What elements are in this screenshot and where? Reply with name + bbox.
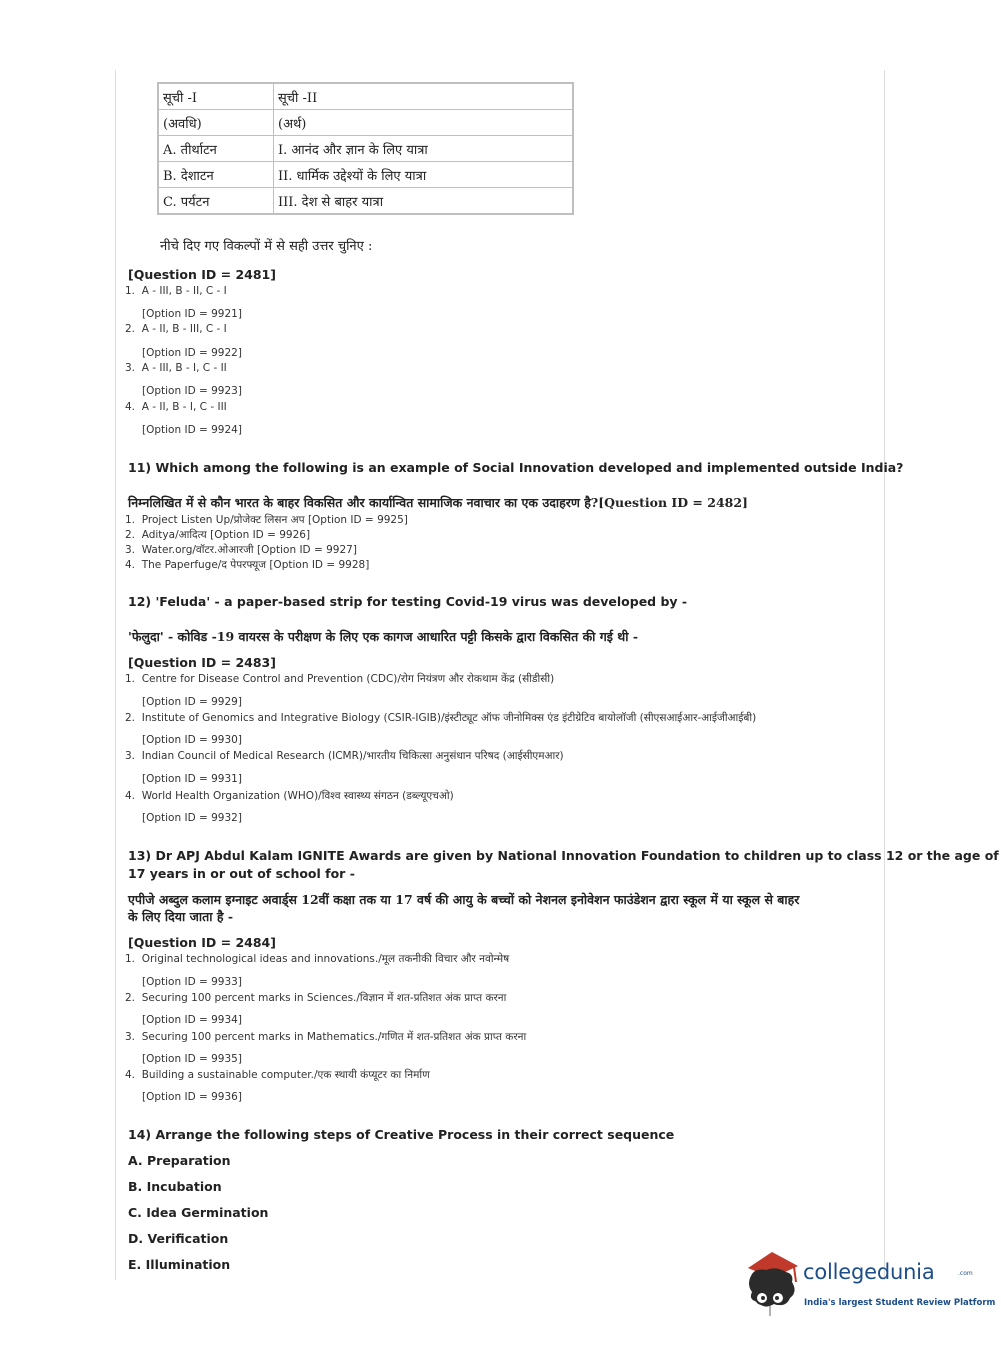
question-title: 14) Arrange the following steps of Creative Process in their correct sequence	[128, 1127, 675, 1142]
option-item	[125, 513, 408, 527]
page-border-left	[115, 70, 116, 1280]
option-text: Institute of Genomics and Integrative Biology (CSIR-IGIB)/इंस्टीट्यूट ऑफ जीनोमिक्स एंड इंटीग्रेटिव बायोलॉजी (सीएसआईआर-आईजीआईबी)	[141, 712, 757, 724]
brand-tagline: India's largest Student Review Platform	[804, 1298, 996, 1308]
option-item	[125, 991, 506, 1005]
question-id: [Question ID = 2481]	[128, 267, 276, 282]
table-cell: सूची -I	[158, 83, 274, 110]
table-row	[158, 110, 573, 136]
option-text: Aditya/आदित्य [Option ID = 9926]	[141, 529, 311, 541]
option-item	[125, 285, 227, 297]
option-number: 1.	[125, 285, 136, 297]
option-id: [Option ID = 9933]	[142, 976, 242, 988]
option-text: Water.org/वॉटर.ओआरजी [Option ID = 9927]	[141, 544, 357, 556]
table-row	[158, 136, 573, 162]
option-item	[125, 362, 227, 374]
option-text: Project Listen Up/प्रोजेक्ट लिसन अप [Option ID = 9925]	[141, 514, 408, 526]
table-row	[158, 83, 573, 110]
option-text: A - III, B - II, C - I	[141, 285, 227, 297]
table-cell: B. देशाटन	[158, 162, 274, 188]
option-number: 3.	[125, 750, 136, 762]
option-item	[125, 401, 227, 413]
option-id: [Option ID = 9924]	[142, 424, 242, 436]
option-text: Securing 100 percent marks in Mathematics./गणित में शत-प्रतिशत अंक प्राप्त करना	[141, 1031, 527, 1043]
question-title: 12) 'Feluda' - a paper-based strip for testing Covid-19 virus was developed by -	[128, 594, 688, 609]
option-number: 4.	[125, 1069, 136, 1081]
brand-name: collegedunia	[803, 1260, 935, 1284]
option-item	[125, 528, 310, 542]
option-number: 3.	[125, 1031, 136, 1043]
table-cell: A. तीर्थाटन	[158, 136, 274, 162]
table-cell: (अवधि)	[158, 110, 274, 136]
table-cell: III. देश से बाहर यात्रा	[274, 188, 574, 215]
table-cell: C. पर्यटन	[158, 188, 274, 215]
option-number: 3.	[125, 544, 136, 556]
option-number: 2.	[125, 323, 136, 335]
option-number: 2.	[125, 712, 136, 724]
brand-suffix: .com	[958, 1270, 973, 1277]
page-border-right	[884, 70, 885, 1280]
question-id: [Question ID = 2484]	[128, 935, 276, 950]
option-text: Securing 100 percent marks in Sciences./विज्ञान में शत-प्रतिशत अंक प्राप्त करना	[141, 992, 507, 1004]
option-number: 1.	[125, 953, 136, 965]
table-cell: (अर्थ)	[274, 110, 574, 136]
step-item: A. Preparation	[128, 1153, 231, 1168]
question-hindi: निम्नलिखित में से कौन भारत के बाहर विकसित और कार्यान्वित सामाजिक नवाचार का एक उदाहरण है?[Question ID = 2482]	[128, 495, 748, 510]
option-text: The Paperfuge/द पेपरफ्यूज [Option ID = 9928]	[141, 559, 370, 571]
option-id: [Option ID = 9922]	[142, 347, 242, 359]
option-number: 1.	[125, 514, 136, 526]
option-item	[125, 711, 756, 725]
option-number: 1.	[125, 673, 136, 685]
option-item	[125, 543, 357, 557]
option-number: 4.	[125, 401, 136, 413]
table-row	[158, 188, 573, 215]
option-id: [Option ID = 9931]	[142, 773, 242, 785]
option-item	[125, 952, 509, 966]
option-item	[125, 672, 554, 686]
option-item	[125, 749, 564, 763]
option-item	[125, 1030, 526, 1044]
question-title-cont: 17 years in or out of school for -	[128, 866, 355, 881]
question-hindi: एपीजे अब्दुल कलाम इग्नाइट अवार्ड्स 12वीं कक्षा तक या 17 वर्ष की आयु के बच्चों को नेशनल इनोवेशन फाउंडेशन द्वारा स्कूल में या स्कूल से बाहर	[128, 892, 800, 907]
option-number: 4.	[125, 790, 136, 802]
option-item	[125, 323, 227, 335]
question-title: 13) Dr APJ Abdul Kalam IGNITE Awards are given by National Innovation Foundation to children up to class 12 or the age of	[128, 848, 999, 863]
step-item: D. Verification	[128, 1231, 229, 1246]
option-number: 3.	[125, 362, 136, 374]
option-id: [Option ID = 9934]	[142, 1014, 242, 1026]
option-text: A - II, B - I, C - III	[141, 401, 227, 413]
option-id: [Option ID = 9923]	[142, 385, 242, 397]
option-item	[125, 789, 454, 803]
option-text: Indian Council of Medical Research (ICMR)/भारतीय चिकित्सा अनुसंधान परिषद (आईसीएमआर)	[141, 750, 564, 762]
option-id: [Option ID = 9935]	[142, 1053, 242, 1065]
step-item: C. Idea Germination	[128, 1205, 269, 1220]
question-title: 11) Which among the following is an example of Social Innovation developed and implemented outside India?	[128, 460, 904, 475]
table-cell: II. धार्मिक उद्देश्यों के लिए यात्रा	[274, 162, 574, 188]
option-id: [Option ID = 9929]	[142, 696, 242, 708]
option-id: [Option ID = 9936]	[142, 1091, 242, 1103]
step-item: B. Incubation	[128, 1179, 222, 1194]
question-hindi-cont: के लिए दिया जाता है -	[128, 909, 234, 924]
match-instruction: नीचे दिए गए विकल्पों में से सही उत्तर चुनिए :	[160, 239, 373, 254]
option-number: 4.	[125, 559, 136, 571]
option-number: 2.	[125, 992, 136, 1004]
option-id: [Option ID = 9921]	[142, 308, 242, 320]
option-text: Centre for Disease Control and Prevention (CDC)/रोग नियंत्रण और रोकथाम केंद्र (सीडीसी)	[141, 673, 555, 685]
option-number: 2.	[125, 529, 136, 541]
option-text: Original technological ideas and innovations./मूल तकनीकी विचार और नवोन्मेष	[141, 953, 510, 965]
table-cell: सूची -II	[274, 83, 574, 110]
step-item: E. Illumination	[128, 1257, 231, 1272]
option-text: Building a sustainable computer./एक स्थायी कंप्यूटर का निर्माण	[141, 1069, 430, 1081]
option-text: A - III, B - I, C - II	[141, 362, 227, 374]
match-table	[157, 82, 574, 215]
option-text: A - II, B - III, C - I	[141, 323, 227, 335]
table-row	[158, 162, 573, 188]
option-text: World Health Organization (WHO)/विश्व स्वास्थ्य संगठन (डब्ल्यूएचओ)	[141, 790, 454, 802]
option-id: [Option ID = 9930]	[142, 734, 242, 746]
table-cell: I. आनंद और ज्ञान के लिए यात्रा	[274, 136, 574, 162]
option-id: [Option ID = 9932]	[142, 812, 242, 824]
option-item	[125, 1068, 430, 1082]
option-item	[125, 558, 369, 572]
question-hindi: 'फेलुदा' - कोविड -19 वायरस के परीक्षण के लिए एक कागज आधारित पट्टी किसके द्वारा विकसित की गई थी -	[128, 629, 639, 644]
question-id: [Question ID = 2483]	[128, 655, 276, 670]
